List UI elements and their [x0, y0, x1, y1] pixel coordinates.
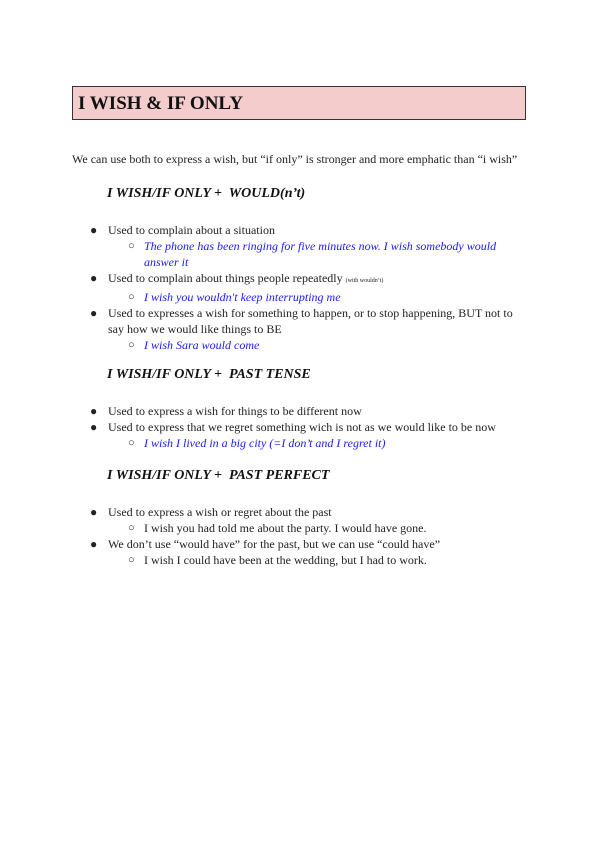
bullet-icon: ● — [90, 306, 98, 320]
example-text: The phone has been ringing for five minutes now. I wish somebody would answer it — [144, 239, 497, 269]
sub-list-item — [108, 435, 530, 451]
example-text: I wish you wouldn't keep interrupting me — [144, 290, 341, 304]
item-text: Used to complain about things people repeatedly — [108, 271, 343, 285]
section-heading-past-perfect: I WISH/IF ONLY + PAST PERFECT — [107, 468, 330, 483]
bullet-icon: ● — [90, 420, 98, 434]
item-text: Used to express that we regret something wich is not as we would like to be now — [108, 420, 496, 434]
sub-list-item — [108, 552, 530, 568]
item-text: We don’t use “would have” for the past, but we can use “could have” — [108, 537, 441, 551]
list-item — [90, 536, 530, 568]
circle-bullet-icon: ○ — [128, 339, 135, 351]
list-item — [90, 222, 530, 270]
example-text: I wish I could have been at the wedding, but I had to work. — [144, 553, 427, 567]
list-item — [90, 403, 530, 419]
list-item — [90, 305, 530, 353]
bullet-icon: ● — [90, 505, 98, 519]
section-list-would — [90, 222, 530, 353]
item-text: Used to expresses a wish for something to happen, or to stop happening, BUT not to say how we would like things to BE — [108, 306, 513, 336]
section-list-past-tense — [90, 403, 530, 451]
circle-bullet-icon: ○ — [128, 437, 135, 449]
sub-list-item — [108, 337, 530, 353]
section-heading-past-tense: I WISH/IF ONLY + PAST TENSE — [107, 367, 311, 382]
circle-bullet-icon: ○ — [128, 240, 135, 252]
example-text: I wish you had told me about the party. I would have gone. — [144, 521, 427, 535]
list-item — [90, 419, 530, 451]
bullet-icon: ● — [90, 223, 98, 237]
bullet-icon: ● — [90, 404, 98, 418]
example-text: I wish I lived in a big city (=I don’t and I regret it) — [144, 436, 386, 450]
page-title: I WISH & IF ONLY — [72, 86, 526, 120]
item-text: Used to complain about a situation — [108, 223, 275, 237]
bullet-icon: ● — [90, 271, 98, 285]
sub-list-item — [108, 520, 530, 536]
example-text: I wish Sara would come — [144, 338, 260, 352]
section-heading-would: I WISH/IF ONLY + WOULD(n’t) — [107, 186, 306, 201]
item-text: Used to express a wish or regret about the past — [108, 505, 332, 519]
sub-list-item — [108, 289, 530, 305]
list-item — [90, 270, 530, 305]
intro-text: We can use both to express a wish, but “if only” is stronger and more emphatic than “i wish” — [72, 152, 518, 166]
circle-bullet-icon: ○ — [128, 554, 135, 566]
sub-list-item — [108, 238, 530, 270]
list-item — [90, 504, 530, 536]
section-list-past-perfect — [90, 504, 530, 568]
bullet-icon: ● — [90, 537, 98, 551]
circle-bullet-icon: ○ — [128, 522, 135, 534]
item-note: (with wouldn’t) — [345, 278, 384, 284]
circle-bullet-icon: ○ — [128, 291, 135, 303]
item-text: Used to express a wish for things to be different now — [108, 404, 362, 418]
